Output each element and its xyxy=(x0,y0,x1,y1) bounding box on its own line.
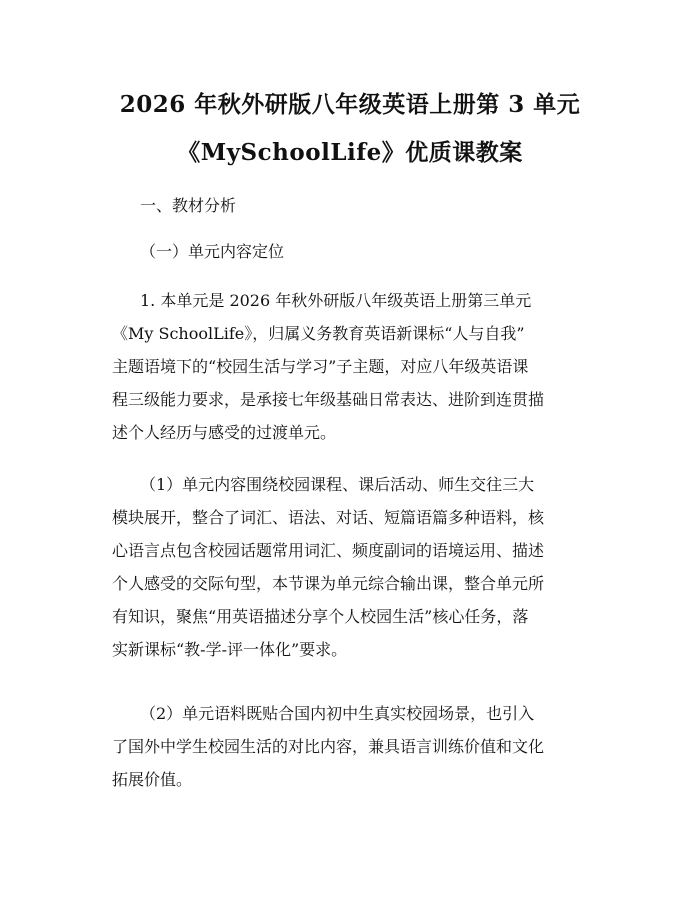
document-title-line-2: 《MySchoolLife》优质课教案 xyxy=(177,139,523,166)
paragraph-line: 个人感受的交际句型，本节课为单元综合输出课，整合单元所 xyxy=(112,574,545,593)
paragraph-1 xyxy=(112,284,592,449)
paragraph-line: 1. 本单元是 2026 年秋外研版八年级英语上册第三单元 xyxy=(140,291,532,310)
paragraph-line: 主题语境下的“校园生活与学习”子主题，对应八年级英语课 xyxy=(112,357,529,376)
section-heading: 一、教材分析 xyxy=(140,196,237,215)
paragraph-line: 述个人经历与感受的过渡单元。 xyxy=(112,423,337,442)
paragraph-line: 程三级能力要求，是承接七年级基础日常表达、进阶到连贯描 xyxy=(112,390,545,409)
document-title-line-1: 2026 年秋外研版八年级英语上册第 3 单元 xyxy=(119,91,581,118)
paragraph-line: 心语言点包含校园话题常用词汇、频度副词的语境运用、描述 xyxy=(112,541,545,560)
paragraph-line: 《My SchoolLife》，归属义务教育英语新课标“人与自我” xyxy=(112,324,525,343)
paragraph-line: 有知识，聚焦“用英语描述分享个人校园生活”核心任务，落 xyxy=(112,607,529,626)
paragraph-line: （1）单元内容围绕校园课程、课后活动、师生交往三大 xyxy=(140,475,535,494)
paragraph-3 xyxy=(112,697,592,796)
paragraph-line: 模块展开，整合了词汇、语法、对话、短篇语篇多种语料，核 xyxy=(112,508,545,527)
subsection-heading: （一）单元内容定位 xyxy=(140,242,285,261)
paragraph-line: 了国外中学生校园生活的对比内容，兼具语言训练价值和文化 xyxy=(112,737,545,756)
paragraph-line: 拓展价值。 xyxy=(112,770,193,789)
paragraph-line: 实新课标“教-学-评一体化”要求。 xyxy=(112,640,348,659)
paragraph-line: （2）单元语料既贴合国内初中生真实校园场景，也引入 xyxy=(140,704,535,723)
paragraph-2 xyxy=(112,468,592,666)
